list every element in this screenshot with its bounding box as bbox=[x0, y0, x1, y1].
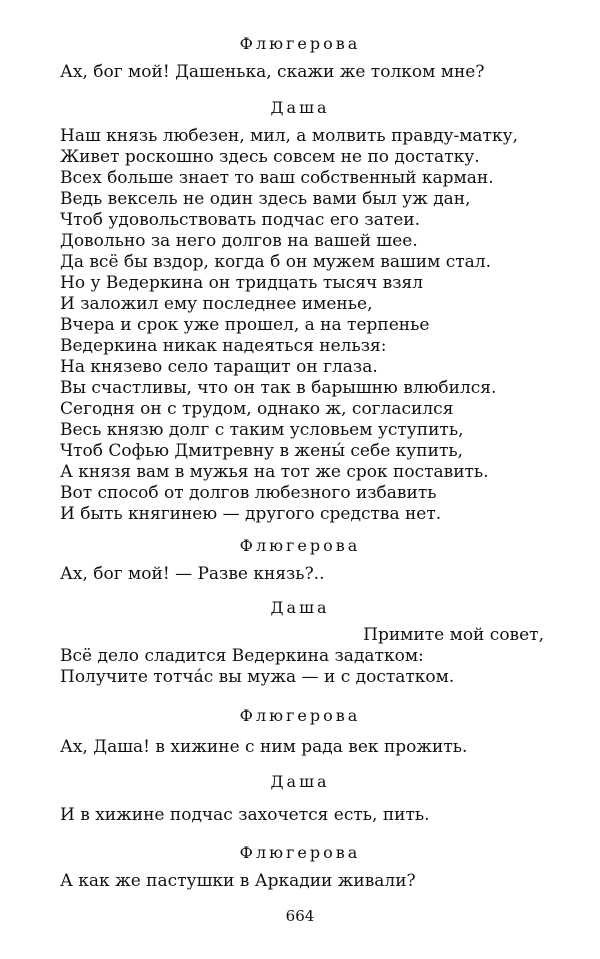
speaker-name: Даша bbox=[270, 598, 330, 617]
verse-line: Живет роскошно здесь совсем не по достатку. bbox=[60, 147, 480, 167]
speaker-name: Даша bbox=[270, 98, 330, 117]
verse-line: Ах, бог мой! — Разве князь?.. bbox=[60, 564, 325, 584]
verse-line: Сегодня он с трудом, однако ж, согласился bbox=[60, 399, 454, 419]
verse-line: Ведь вексель не один здесь вами был уж дан, bbox=[60, 189, 471, 209]
speaker-name: Флюгерова bbox=[239, 536, 361, 555]
verse-line: На князево село таращит он глаза. bbox=[60, 357, 378, 377]
verse-line: Вы счастливы, что он так в барышню влюбился. bbox=[60, 378, 497, 398]
verse-line: Чтоб удовольствовать подчас его затеи. bbox=[60, 210, 421, 230]
verse-line: Наш князь любезен, мил, а молвить правду-матку, bbox=[60, 126, 518, 146]
verse-line: Получите тотча́с вы мужа — и с достатком. bbox=[60, 667, 455, 687]
verse-line: Но у Ведеркина он тридцать тысяч взял bbox=[60, 273, 424, 293]
speaker-name: Флюгерова bbox=[239, 34, 361, 53]
verse-line: Примите мой совет, bbox=[363, 625, 544, 645]
speaker-name: Флюгерова bbox=[239, 843, 361, 862]
verse-line: Ведеркина никак надеяться нельзя: bbox=[60, 336, 387, 356]
verse-line: Ах, бог мой! Дашенька, скажи же толком мне? bbox=[60, 62, 485, 82]
speaker-name: Даша bbox=[270, 772, 330, 791]
verse-line: Вчера и срок уже прошел, а на терпенье bbox=[60, 315, 430, 335]
verse-line: И заложил ему последнее именье, bbox=[60, 294, 373, 314]
verse-line: Ах, Даша! в хижине с ним рада век прожить. bbox=[60, 737, 468, 757]
verse-line: А как же пастушки в Аркадии живали? bbox=[60, 871, 416, 891]
speaker-name: Флюгерова bbox=[239, 706, 361, 725]
verse-line: И быть княгинею — другого средства нет. bbox=[60, 504, 442, 524]
verse-line: Да всё бы вздор, когда б он мужем вашим стал. bbox=[60, 252, 491, 272]
verse-line: Всех больше знает то ваш собственный карман. bbox=[60, 168, 494, 188]
verse-line: Чтоб Софью Дмитревну в жены́ себе купить, bbox=[60, 441, 464, 461]
verse-line: Вот способ от долгов любезного избавить bbox=[60, 483, 437, 503]
verse-line: А князя вам в мужья на тот же срок поставить. bbox=[60, 462, 489, 482]
verse-line: И в хижине подчас захочется есть, пить. bbox=[60, 805, 430, 825]
verse-line: Всё дело сладится Ведеркина задатком: bbox=[60, 646, 424, 666]
verse-line: Довольно за него долгов на вашей шее. bbox=[60, 231, 418, 251]
page-number: 664 bbox=[285, 907, 315, 925]
verse-line: Весь князю долг с таким условьем уступить, bbox=[60, 420, 464, 440]
